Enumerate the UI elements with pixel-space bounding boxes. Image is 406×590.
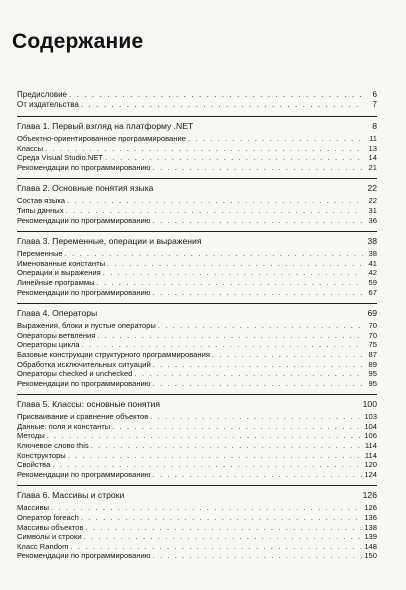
toc-entry [17, 196, 377, 206]
toc-entry-label: От издательства [17, 100, 79, 109]
toc-entry-label: Данные: поля и константы [17, 421, 111, 431]
toc-entry [17, 360, 377, 370]
dot-leader [51, 503, 362, 513]
table-of-contents [17, 90, 377, 561]
chapter-heading [17, 235, 377, 247]
chapter-title: Глава 3. Переменные, операции и выражения [17, 236, 202, 247]
toc-entry [17, 259, 377, 269]
toc-entry [17, 369, 377, 379]
dot-leader [105, 153, 363, 163]
chapter-page: 100 [362, 399, 377, 410]
chapter-page: 22 [367, 183, 377, 194]
toc-entry-page: 11 [369, 134, 377, 143]
toc-entry-page: 124 [364, 469, 377, 479]
toc-entry-label: Типы данных [17, 205, 64, 215]
toc-entry-label: Рекомендации по программированию [17, 215, 151, 225]
toc-entry-page: 41 [368, 258, 377, 268]
toc-entry [17, 163, 377, 173]
dot-leader [112, 422, 362, 432]
chapter-page: 69 [367, 308, 377, 319]
dot-leader [69, 90, 363, 100]
toc-entry-label: Предисловие [17, 90, 67, 99]
toc-entry [17, 249, 377, 259]
chapter-title: Глава 5. Классы: основные понятия [17, 399, 160, 410]
toc-entry-label: Переменные [17, 249, 63, 259]
toc-entry-label: Присваивание и сравнение объектов [17, 412, 149, 422]
toc-entry-page: 136 [364, 513, 377, 523]
toc-entry [17, 379, 377, 389]
toc-entry-label: Объектно-ориентированное программирование [17, 134, 186, 143]
toc-entry [17, 422, 377, 432]
chapter-heading [17, 307, 377, 319]
toc-entry-page: 42 [368, 268, 377, 278]
toc-entry [17, 551, 377, 561]
toc-entry-page: 89 [368, 359, 377, 369]
toc-entry [17, 321, 377, 331]
dot-leader [97, 331, 363, 341]
chapter-heading [17, 120, 377, 132]
chapter-page: 126 [362, 490, 377, 501]
toc-entry-label: Оператор foreach [17, 513, 79, 523]
toc-entry [17, 503, 377, 513]
dot-leader [47, 431, 363, 441]
toc-entry [17, 331, 377, 341]
toc-entry-label: Именованные константы [17, 258, 106, 268]
toc-entry-page: 13 [368, 143, 377, 153]
toc-entry-publisher [17, 100, 377, 110]
dot-leader [152, 551, 362, 561]
toc-entry [17, 523, 377, 533]
chapter-block [17, 231, 377, 297]
toc-entry-page: 138 [364, 522, 377, 532]
toc-entry-page: 95 [368, 369, 377, 379]
chapter-list [17, 116, 377, 561]
toc-entry-page: 103 [364, 412, 377, 422]
toc-entry-page: 95 [368, 378, 377, 388]
toc-entry-page: 139 [364, 532, 377, 542]
dot-leader [212, 350, 363, 360]
toc-entry-page: 7 [372, 100, 377, 109]
toc-entry-page: 104 [364, 421, 377, 431]
toc-entry-label: Рекомендации по программированию [17, 162, 151, 172]
toc-entry-label: Рекомендации по программированию [17, 378, 151, 388]
toc-entry [17, 350, 377, 360]
toc-entry-page: 36 [368, 215, 377, 225]
toc-entry-label: Ключевое слово this [17, 441, 89, 451]
toc-entry-label: Операторы цикла [17, 340, 80, 350]
chapter-title: Глава 2. Основные понятия языка [17, 183, 154, 194]
dot-leader [81, 100, 363, 110]
toc-entry [17, 460, 377, 470]
toc-entry [17, 441, 377, 451]
toc-entry-page: 14 [368, 153, 377, 163]
dot-leader [97, 278, 363, 288]
toc-entry-page: 148 [364, 541, 377, 551]
chapter-block [17, 485, 377, 561]
toc-entry-page: 67 [368, 287, 377, 297]
toc-entry-preface [17, 90, 377, 100]
dot-leader [152, 379, 363, 389]
toc-entry-page: 21 [368, 162, 377, 172]
toc-entry [17, 134, 377, 144]
dot-leader [188, 134, 363, 144]
page-title: Содержание [12, 30, 144, 53]
toc-entry [17, 288, 377, 298]
dot-leader [103, 268, 363, 278]
chapter-heading [17, 489, 377, 501]
dot-leader [152, 163, 363, 173]
chapter-page: 8 [372, 121, 377, 131]
toc-entry [17, 278, 377, 288]
dot-leader [85, 523, 362, 533]
toc-entry [17, 532, 377, 542]
dot-leader [150, 412, 362, 422]
toc-entry-label: Среда Visual Studio.NET [17, 153, 104, 163]
toc-entry [17, 144, 377, 154]
chapter-block [17, 303, 377, 388]
toc-entry-label: Рекомендации по программированию [17, 551, 151, 561]
toc-entry-label: Обработка исключительных ситуаций [17, 359, 151, 369]
toc-entry [17, 153, 377, 163]
dot-leader [70, 542, 362, 552]
chapter-title: Глава 6. Массивы и строки [17, 490, 125, 501]
toc-entry-page: 70 [368, 321, 377, 331]
chapter-page: 38 [367, 236, 377, 247]
toc-entry-page: 70 [368, 330, 377, 340]
dot-leader [52, 460, 362, 470]
dot-leader [134, 369, 363, 379]
chapter-title: Глава 4. Операторы [17, 308, 98, 319]
toc-entry-label: Состав языка [17, 196, 66, 206]
dot-leader [68, 451, 363, 461]
dot-leader [153, 360, 363, 370]
toc-entry-label: Свойства [17, 460, 51, 470]
dot-leader [152, 216, 363, 226]
toc-entry-page: 59 [368, 277, 377, 287]
toc-entry-page: 87 [368, 349, 377, 359]
chapter-heading [17, 182, 377, 194]
dot-leader [45, 144, 363, 154]
toc-entry-label: Операторы checked и unchecked [17, 369, 133, 379]
dot-leader [158, 321, 363, 331]
toc-entry-label: Выражения, блоки и пустые операторы [17, 321, 156, 331]
toc-entry-label: Символы и строки [17, 532, 82, 542]
toc-entry-page: 6 [372, 90, 377, 99]
toc-entry-page: 22 [368, 196, 377, 206]
toc-entry [17, 470, 377, 480]
dot-leader [107, 259, 363, 269]
toc-entry-label: Массивы объектов [17, 522, 84, 532]
toc-entry-label: Линейные программы [17, 277, 95, 287]
toc-entry-label: Массивы [17, 503, 49, 513]
dot-leader [152, 288, 363, 298]
chapter-block [17, 178, 377, 225]
chapter-block [17, 116, 377, 172]
dot-leader [67, 196, 363, 206]
toc-entry-label: Конструкторы [17, 450, 66, 460]
toc-entry [17, 542, 377, 552]
toc-entry-label: Методы [17, 431, 45, 441]
dot-leader [65, 249, 363, 259]
toc-entry-page: 38 [368, 249, 377, 259]
toc-entry-page: 114 [364, 450, 377, 460]
toc-entry [17, 513, 377, 523]
toc-entry-page: 75 [368, 340, 377, 350]
toc-entry-page: 120 [364, 460, 377, 470]
toc-entry-label: Класс Random [17, 541, 69, 551]
dot-leader [81, 513, 363, 523]
toc-entry [17, 216, 377, 226]
toc-entry-label: Рекомендации по программированию [17, 469, 151, 479]
toc-entry [17, 206, 377, 216]
toc-entry [17, 431, 377, 441]
toc-entry-page: 126 [364, 503, 377, 513]
dot-leader [84, 532, 363, 542]
dot-leader [82, 340, 363, 350]
dot-leader [66, 206, 363, 216]
chapter-block [17, 394, 377, 479]
toc-entry-label: Операторы ветвления [17, 330, 96, 340]
toc-entry-label: Базовые конструкции структурного программирования [17, 349, 210, 359]
dot-leader [91, 441, 363, 451]
toc-entry-page: 106 [364, 431, 377, 441]
toc-entry-label: Операции и выражения [17, 268, 101, 278]
toc-entry-label: Классы [17, 143, 44, 153]
chapter-title: Глава 1. Первый взгляд на платформу .NET [17, 121, 194, 131]
toc-entry-page: 150 [364, 551, 377, 561]
toc-entry [17, 340, 377, 350]
toc-entry [17, 268, 377, 278]
dot-leader [152, 470, 362, 480]
chapter-heading [17, 398, 377, 410]
toc-entry-page: 31 [368, 205, 377, 215]
toc-entry [17, 451, 377, 461]
toc-entry [17, 412, 377, 422]
toc-entry-label: Рекомендации по программированию [17, 287, 151, 297]
toc-entry-page: 114 [364, 441, 377, 451]
